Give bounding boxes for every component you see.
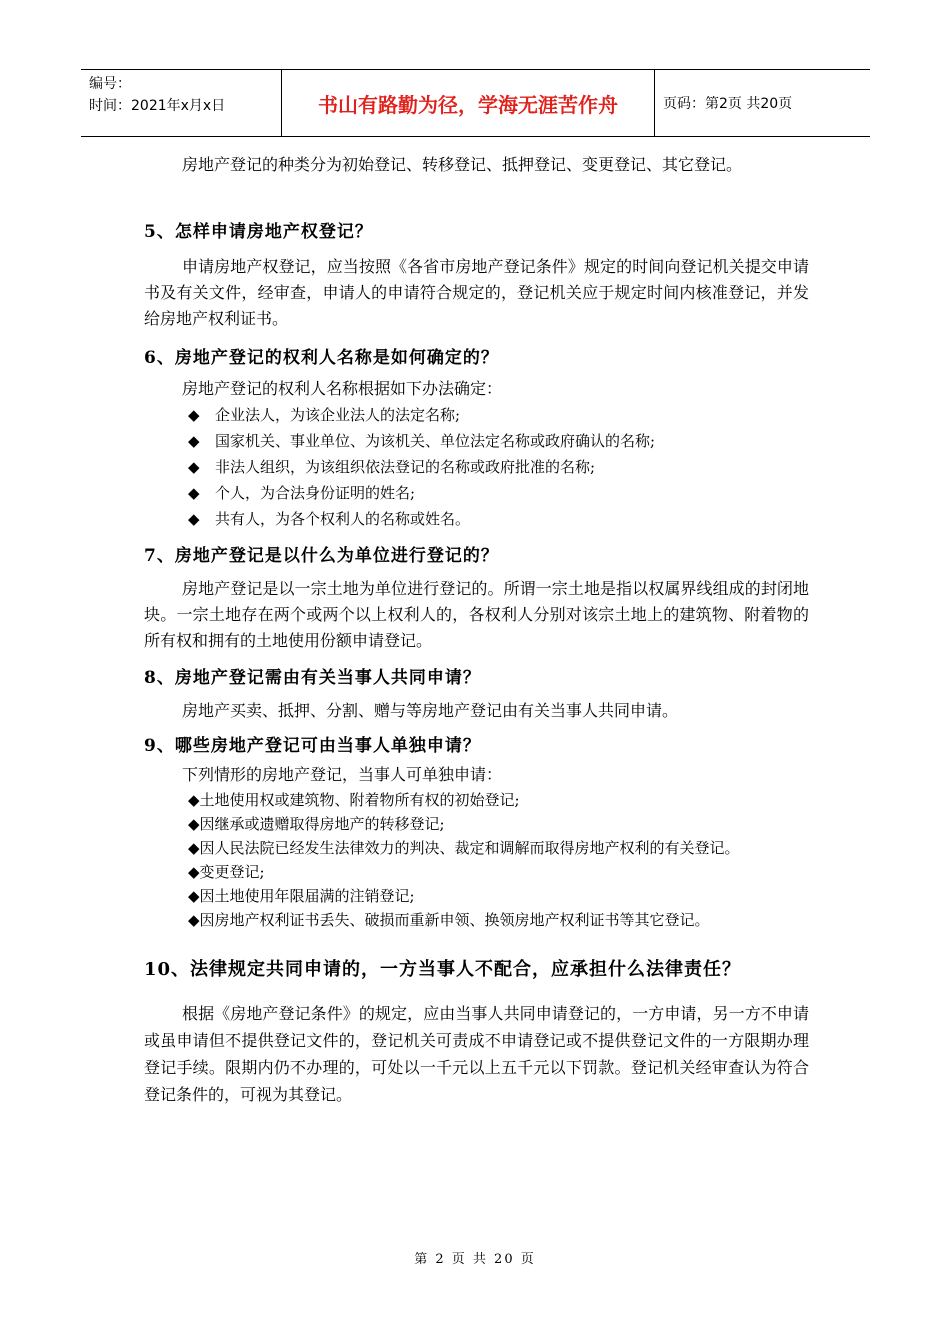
question-6-title: 6、房地产登记的权利人名称是如何确定的？: [144, 348, 499, 368]
question-8-title: 8、房地产登记需由有关当事人共同申请？: [144, 668, 481, 688]
document-body: [144, 152, 809, 1108]
list-item: ◆ 共有人，为各个权利人的名称或姓名。: [144, 506, 809, 532]
list-item: ◆因土地使用年限届满的注销登记;: [188, 887, 415, 905]
header-meta: [81, 70, 281, 136]
question-5-title: 5、怎样申请房地产权登记？: [144, 222, 373, 242]
question-10-body: 根据《房地产登记条件》的规定，应由当事人共同申请登记的，一方申请，另一方不申请或虽申请但不提供登记文件的，登记机关可责成不申请登记或不提供登记文件的一方限期办理登记手续。限期内仍不办理的，可处以一千元以上五千元以下罚款。登记机关经审查认为符合登记条件的，可视为其登记。: [144, 1004, 809, 1104]
list-item: ◆因人民法院已经发生法律效力的判决、裁定和调解而取得房地产权利的有关登记。: [188, 839, 740, 857]
intro-paragraph: 房地产登记的种类分为初始登记、转移登记、抵押登记、变更登记、其它登记。: [182, 155, 743, 174]
question-8-body: 房地产买卖、抵押、分割、赠与等房地产登记由有关当事人共同申请。: [182, 701, 679, 720]
list-item: ◆因继承或遗赠取得房地产的转移登记;: [188, 815, 445, 833]
bullet-icon: ◆: [188, 484, 200, 502]
question-10-title: 10、法律规定共同申请的，一方当事人不配合，应承担什么法律责任？: [144, 959, 742, 980]
question-9-title: 9、哪些房地产登记可由当事人单独申请？: [144, 736, 481, 756]
list-item: ◆土地使用权或建筑物、附着物所有权的初始登记;: [188, 791, 520, 809]
question-9-intro: 下列情形的房地产登记，当事人可单独申请：: [182, 765, 503, 784]
header-page-info: 页码：第2页 共20页: [663, 96, 793, 112]
bullet-icon: ◆: [188, 458, 200, 476]
header-motto: 书山有路勤为径，学海无涯苦作舟: [281, 70, 655, 136]
list-item: ◆变更登记;: [188, 863, 265, 881]
bullet-icon: ◆: [188, 406, 200, 424]
question-6-intro: 房地产登记的权利人名称根据如下办法确定：: [182, 379, 503, 398]
list-item: ◆因房地产权利证书丢失、破损而重新申领、换领房地产权利证书等其它登记。: [188, 911, 710, 929]
list-item: ◆ 国家机关、事业单位、为该机关、单位法定名称或政府确认的名称;: [144, 428, 809, 454]
list-item: ◆ 非法人组织，为该组织依法登记的名称或政府批准的名称;: [144, 454, 809, 480]
question-7-title: 7、房地产登记是以什么为单位进行登记的？: [144, 546, 499, 566]
question-5-body: 申请房地产权登记，应当按照《各省市房地产登记条件》规定的时间向登记机关提交申请书及有关文件，经审查，申请人的申请符合规定的，登记机关应于规定时间内核准登记，并发给房地产权利证书。: [144, 257, 809, 328]
page-footer: 第 2 页 共 20 页: [414, 1252, 536, 1267]
list-item: ◆ 个人，为合法身份证明的姓名;: [144, 480, 809, 506]
page-header: [81, 69, 870, 137]
list-item: ◆ 企业法人，为该企业法人的法定名称;: [144, 402, 809, 428]
serial-label: 编号：: [89, 76, 131, 92]
bullet-icon: ◆: [188, 432, 200, 450]
date-label: 时间：2021年x月x日: [89, 98, 226, 114]
question-7-body: 房地产登记是以一宗土地为单位进行登记的。所谓一宗土地是指以权属界线组成的封闭地块。一宗土地存在两个或两个以上权利人的，各权利人分别对该宗土地上的建筑物、附着物的所有权和拥有的土地使用份额申请登记。: [144, 579, 809, 650]
bullet-icon: ◆: [188, 510, 200, 528]
